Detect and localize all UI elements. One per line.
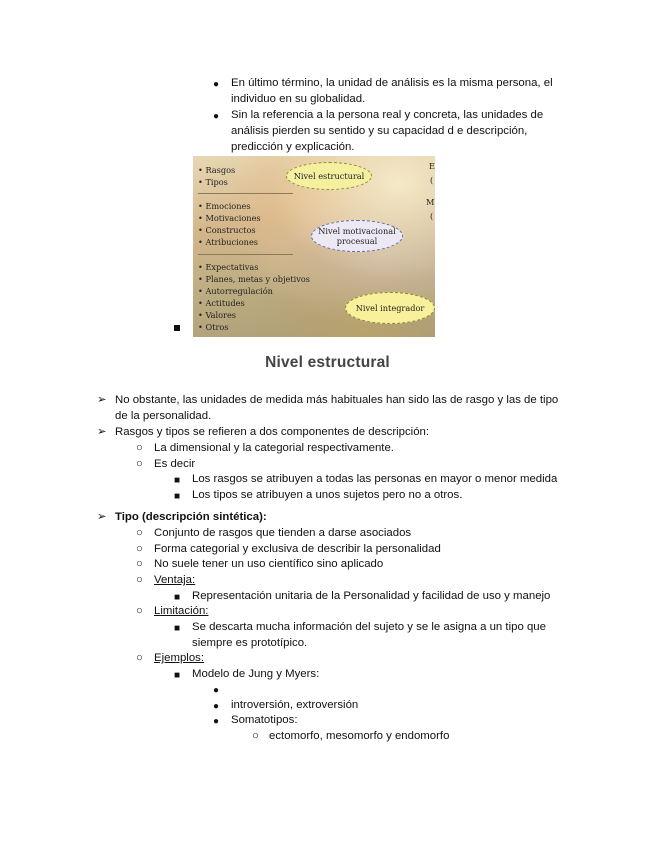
limitacion-line2: siempre es prototípico. (192, 637, 308, 649)
figure-item: • Atribuciones (198, 237, 258, 247)
figure-item: • Actitudes (198, 298, 245, 308)
intro-bullet-2-line3: predicción y explicación. (231, 141, 355, 153)
intro-bullet-2-line1: Sin la referencia a la persona real y concreta, las unidades de (231, 109, 544, 121)
modelo-jung-myers: Modelo de Jung y Myers: (192, 668, 320, 680)
circle-bullet-icon: ○ (136, 458, 143, 470)
figure-item: • Valores (198, 310, 236, 320)
oval-nivel-motivacional: Nivel motivacional procesual (311, 220, 403, 252)
figure-item: • Constructos (198, 225, 256, 235)
section1-item2: Rasgos y tipos se refieren a dos componentes de descripción: (115, 426, 430, 438)
circle-bullet-icon: ○ (136, 442, 143, 454)
figure-edge-char: ( (430, 211, 434, 221)
bullet-dot: ● (213, 685, 220, 696)
ventaja-label: Ventaja: (154, 574, 196, 586)
intro-bullet-1-line1: En último término, la unidad de análisis es la misma persona, el (231, 77, 553, 89)
figure-divider (198, 193, 293, 194)
figure-item: • Tipos (198, 177, 228, 187)
square-bullet-icon: ■ (174, 623, 181, 634)
bullet-dot: ● (213, 701, 220, 712)
section-heading: Nivel estructural (265, 354, 390, 371)
square-bullet-icon: ■ (174, 592, 181, 603)
circle-bullet-icon: ○ (136, 527, 143, 539)
figure-edge-char: E (429, 161, 435, 171)
square-bullet-icon (174, 325, 180, 331)
jung-item: Somatotipos: (231, 714, 298, 726)
bullet-dot: ● (213, 79, 220, 90)
section1-sub2: Es decir (154, 458, 196, 470)
section1-sub1: La dimensional y la categorial respectivamente. (154, 442, 394, 454)
figure-item: • Rasgos (198, 165, 236, 175)
oval-nivel-integrador: Nivel integrador (345, 292, 435, 324)
section1-subsub1: Los rasgos se atribuyen a todas las personas en mayor o menor medida (192, 473, 558, 485)
circle-bullet-icon: ○ (136, 652, 143, 664)
intro-bullet-2-line2: análisis pierden su sentido y su capacidad d e descripción, (231, 125, 528, 137)
section2-item: Forma categorial y exclusiva de describir la personalidad (154, 543, 441, 555)
arrow-bullet-icon: ➢ (97, 511, 107, 523)
section1-item1-line2: de la personalidad. (115, 410, 212, 422)
circle-bullet-icon: ○ (136, 558, 143, 570)
figure-item: • Emociones (198, 201, 251, 211)
somatotipos-list: ectomorfo, mesomorfo y endomorfo (269, 730, 450, 742)
figure-item: • Planes, metas y objetivos (198, 274, 311, 284)
intro-bullet-1-line2: individuo en su globalidad. (231, 93, 366, 105)
bullet-dot: ● (213, 716, 220, 727)
personality-levels-figure (193, 156, 435, 337)
circle-bullet-icon: ○ (136, 605, 143, 617)
circle-bullet-icon: ○ (252, 730, 259, 742)
circle-bullet-icon: ○ (136, 543, 143, 555)
oval-nivel-estructural: Nivel estructural (286, 162, 372, 190)
figure-edge-char: ( (430, 175, 434, 185)
arrow-bullet-icon: ➢ (97, 394, 107, 406)
section2-item: No suele tener un uso científico sino aplicado (154, 558, 384, 570)
ventaja-text: Representación unitaria de la Personalidad y facilidad de uso y manejo (192, 590, 551, 602)
limitacion-label: Limitación: (154, 605, 209, 617)
figure-item: • Motivaciones (198, 213, 261, 223)
figure-item: • Expectativas (198, 262, 259, 272)
circle-bullet-icon: ○ (136, 574, 143, 586)
figure-item: • Autorregulación (198, 286, 273, 296)
section2-item: Conjunto de rasgos que tienden a darse asociados (154, 527, 412, 539)
section1-subsub2: Los tipos se atribuyen a unos sujetos pero no a otros. (192, 489, 463, 501)
square-bullet-icon: ■ (174, 491, 181, 502)
ejemplos-label: Ejemplos: (154, 652, 205, 664)
bullet-dot: ● (213, 111, 220, 122)
figure-item: • Otros (198, 322, 229, 332)
figure-divider (198, 254, 293, 255)
square-bullet-icon: ■ (174, 670, 181, 681)
arrow-bullet-icon: ➢ (97, 426, 107, 438)
square-bullet-icon: ■ (174, 475, 181, 486)
jung-item: introversión, extroversión (231, 699, 359, 711)
section2-title: Tipo (descripción sintética): (115, 511, 267, 523)
section1-item1-line1: No obstante, las unidades de medida más habituales han sido las de rasgo y las de tipo (115, 394, 559, 406)
figure-edge-char: M (426, 197, 435, 207)
limitacion-line1: Se descarta mucha información del sujeto y se le asigna a un tipo que (192, 621, 546, 633)
